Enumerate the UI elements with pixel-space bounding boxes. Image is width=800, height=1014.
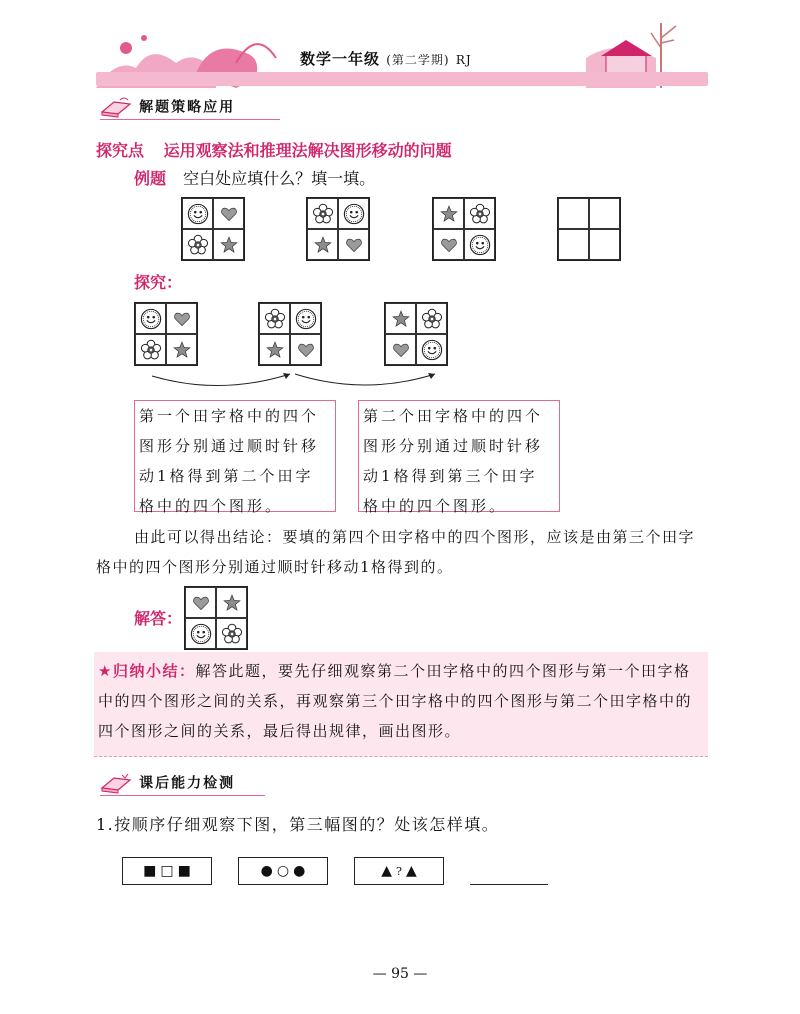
book-icon xyxy=(100,96,134,118)
heart-icon xyxy=(166,303,197,334)
star-icon xyxy=(385,303,416,334)
star-icon xyxy=(213,229,244,260)
strategy-underline xyxy=(100,119,280,120)
explanation-box-1 xyxy=(134,400,336,515)
heart-icon xyxy=(385,334,416,365)
star-icon xyxy=(216,587,247,618)
header-subtitle: (第二学期) xyxy=(386,53,450,67)
heart-icon xyxy=(433,229,464,260)
blank-cell[interactable] xyxy=(558,229,589,260)
smiley-icon xyxy=(185,618,216,649)
star-icon xyxy=(166,334,197,365)
tanjiu-grid-2 xyxy=(258,302,322,366)
header-edition: RJ xyxy=(455,53,472,67)
explanation-box-2 xyxy=(358,400,560,515)
conclusion-paragraph xyxy=(96,522,706,582)
header-title-text: 数学一年级 xyxy=(300,50,381,68)
explore-label: 探究点 xyxy=(96,141,145,160)
after-class-title: 课后能力检测 xyxy=(139,775,236,792)
question-1-text: 1.按顺序仔细观察下图，第三幅图的？处该怎样填。 xyxy=(96,815,500,834)
flower-icon xyxy=(464,198,495,229)
heart-icon xyxy=(213,198,244,229)
flower-icon xyxy=(416,303,447,334)
question-1 xyxy=(96,810,499,840)
flower-icon xyxy=(182,229,213,260)
sequence-box-3 xyxy=(354,857,444,885)
question-mark: ? xyxy=(396,864,402,878)
example-label: 例题 xyxy=(134,169,167,188)
star-icon xyxy=(433,198,464,229)
summary-text: 解答此题，要先仔细观察第二个田字格中的四个图形与第一个田字格中的四个图形之间的关系，再观察第三个田字格中的四个图形与第二个田字格中的四个图形之间的关系，最后得出规律，画出图形。 xyxy=(98,662,693,740)
flower-icon xyxy=(216,618,247,649)
smiley-icon xyxy=(182,198,213,229)
filled-circle-icon: ● xyxy=(293,863,306,879)
example-grid-1 xyxy=(181,197,245,261)
tanjiu-label: 探究： xyxy=(134,273,183,292)
smiley-icon xyxy=(135,303,166,334)
smiley-icon xyxy=(290,303,321,334)
explanation-text-2: 第二个田字格中的四个图形分别通过顺时针移动1格得到第三个田字格中的四个图形。 xyxy=(363,407,544,515)
star-icon xyxy=(307,229,338,260)
tanjiu-grid-3 xyxy=(384,302,448,366)
example-question: 空白处应填什么？填一填。 xyxy=(183,169,376,188)
explore-heading xyxy=(96,138,452,161)
star-icon xyxy=(259,334,290,365)
blank-cell[interactable] xyxy=(589,198,620,229)
heart-icon xyxy=(290,334,321,365)
filled-triangle-icon: ▲ xyxy=(381,863,393,879)
book-icon xyxy=(100,772,134,794)
answer-label: 解答： xyxy=(134,609,183,628)
empty-circle-icon: ○ xyxy=(276,863,290,879)
empty-square-icon: □ xyxy=(160,863,174,879)
tanjiu-grid-1 xyxy=(134,302,198,366)
summary-paragraph xyxy=(98,656,706,746)
strategy-section-heading xyxy=(100,96,235,118)
blank-cell[interactable] xyxy=(589,229,620,260)
header-title xyxy=(300,48,472,69)
filled-square-icon: ■ xyxy=(143,863,157,879)
example-line xyxy=(134,166,375,189)
sequence-box-2 xyxy=(238,857,328,885)
page-number xyxy=(0,966,800,982)
strategy-section-title: 解题策略应用 xyxy=(139,99,236,116)
page-number-text: — 95 — xyxy=(372,966,428,982)
filled-circle-icon: ● xyxy=(260,863,273,879)
filled-square-icon: ■ xyxy=(177,863,191,879)
after-class-heading xyxy=(100,772,235,794)
example-grid-3 xyxy=(432,197,496,261)
after-class-underline xyxy=(100,795,265,796)
smiley-icon xyxy=(416,334,447,365)
smiley-icon xyxy=(338,198,369,229)
smiley-icon xyxy=(464,229,495,260)
answer-grid xyxy=(184,586,248,650)
heart-icon xyxy=(185,587,216,618)
filled-triangle-icon: ▲ xyxy=(405,863,417,879)
explanation-text-1: 第一个田字格中的四个图形分别通过顺时针移动1格得到第二个田字格中的四个图形。 xyxy=(139,407,320,515)
clockwise-arrows xyxy=(140,366,450,396)
conclusion-text: 由此可以得出结论：要填的第四个田字格中的四个图形，应该是由第三个田字格中的四个图形分别通过顺时针移动1格得到的。 xyxy=(96,528,696,576)
sequence-box-1 xyxy=(122,857,212,885)
blank-cell[interactable] xyxy=(558,198,589,229)
flower-icon xyxy=(307,198,338,229)
flower-icon xyxy=(259,303,290,334)
example-grid-blank[interactable] xyxy=(557,197,621,261)
heart-icon xyxy=(338,229,369,260)
example-grid-2 xyxy=(306,197,370,261)
answer-blank-line[interactable] xyxy=(470,884,548,885)
flower-icon xyxy=(135,334,166,365)
summary-label: ★归纳小结： xyxy=(98,662,196,680)
header-band xyxy=(96,72,708,86)
explore-title: 运用观察法和推理法解决图形移动的问题 xyxy=(163,141,452,160)
